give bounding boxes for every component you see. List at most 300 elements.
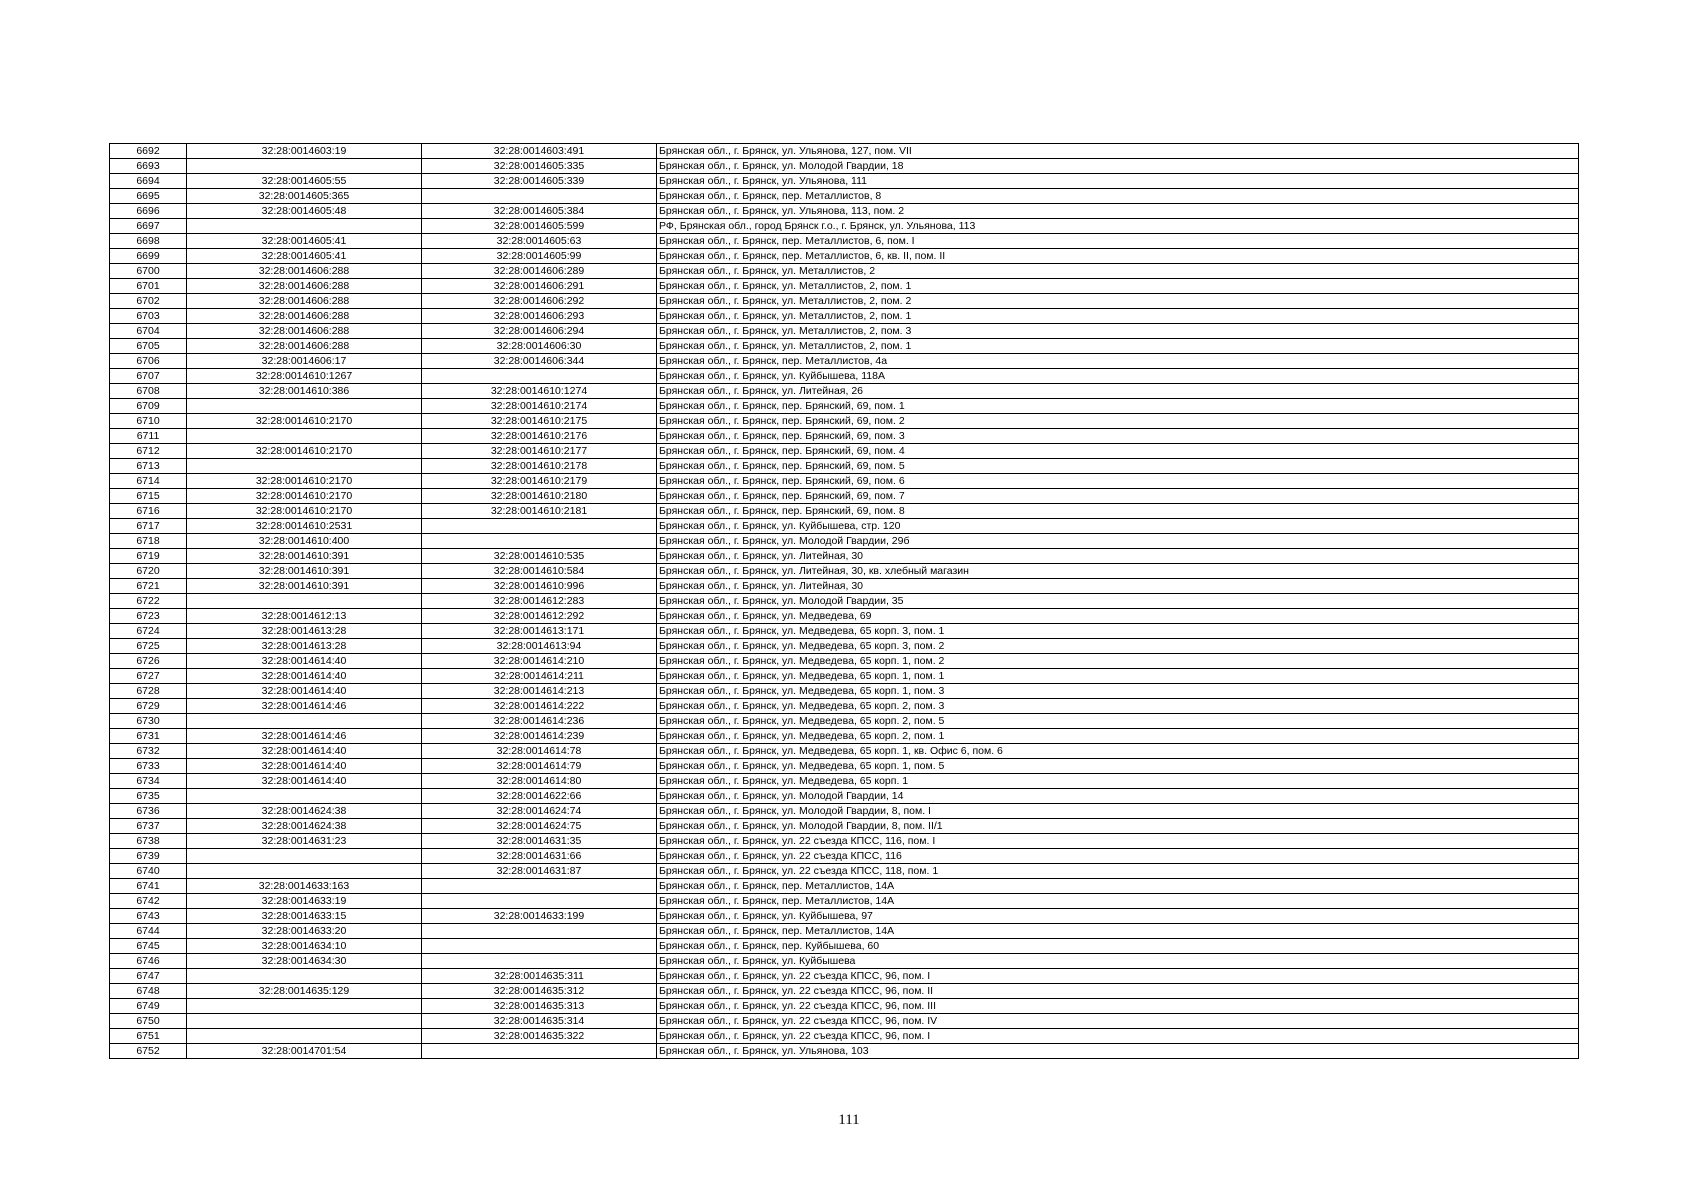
address-cell: Брянская обл., г. Брянск, ул. Литейная, 30, кв. хлебный магазин: [657, 564, 1579, 579]
table-row: [110, 969, 1579, 984]
address-cell: Брянская обл., г. Брянск, ул. Ульянова, 111: [657, 174, 1579, 189]
table-row: [110, 714, 1579, 729]
cadastral-number-cell: 32:28:0014633:20: [187, 924, 422, 939]
table-row: [110, 744, 1579, 759]
row-number-cell: 6728: [110, 684, 187, 699]
object-cadastral-number-cell: [422, 894, 657, 909]
object-cadastral-number-cell: 32:28:0014610:996: [422, 579, 657, 594]
row-number-cell: 6742: [110, 894, 187, 909]
table-row: [110, 624, 1579, 639]
address-cell: Брянская обл., г. Брянск, ул. Молодой Гвардии, 14: [657, 789, 1579, 804]
table-row: [110, 774, 1579, 789]
object-cadastral-number-cell: 32:28:0014631:87: [422, 864, 657, 879]
object-cadastral-number-cell: 32:28:0014610:2180: [422, 489, 657, 504]
address-cell: Брянская обл., г. Брянск, пер. Брянский, 69, пом. 2: [657, 414, 1579, 429]
object-cadastral-number-cell: 32:28:0014606:293: [422, 309, 657, 324]
address-cell: Брянская обл., г. Брянск, ул. Молодой Гвардии, 29б: [657, 534, 1579, 549]
object-cadastral-number-cell: [422, 879, 657, 894]
address-cell: Брянская обл., г. Брянск, ул. Медведева, 65 корп. 1: [657, 774, 1579, 789]
cadastral-number-cell: 32:28:0014605:55: [187, 174, 422, 189]
object-cadastral-number-cell: 32:28:0014610:584: [422, 564, 657, 579]
cadastral-number-cell: [187, 864, 422, 879]
row-number-cell: 6747: [110, 969, 187, 984]
row-number-cell: 6708: [110, 384, 187, 399]
address-cell: Брянская обл., г. Брянск, пер. Металлистов, 6, кв. II, пом. II: [657, 249, 1579, 264]
table-row: [110, 219, 1579, 234]
table-row: [110, 384, 1579, 399]
row-number-cell: 6732: [110, 744, 187, 759]
cadastral-number-cell: 32:28:0014610:2531: [187, 519, 422, 534]
row-number-cell: 6693: [110, 159, 187, 174]
address-cell: Брянская обл., г. Брянск, ул. 22 съезда КПСС, 96, пом. I: [657, 969, 1579, 984]
object-cadastral-number-cell: 32:28:0014614:236: [422, 714, 657, 729]
table-row: [110, 609, 1579, 624]
row-number-cell: 6752: [110, 1044, 187, 1059]
table-row: [110, 264, 1579, 279]
cadastral-number-cell: 32:28:0014614:46: [187, 699, 422, 714]
object-cadastral-number-cell: 32:28:0014610:2181: [422, 504, 657, 519]
object-cadastral-number-cell: 32:28:0014614:239: [422, 729, 657, 744]
cadastral-number-cell: 32:28:0014606:288: [187, 324, 422, 339]
address-cell: Брянская обл., г. Брянск, ул. Куйбышева: [657, 954, 1579, 969]
row-number-cell: 6731: [110, 729, 187, 744]
table-row: [110, 909, 1579, 924]
object-cadastral-number-cell: 32:28:0014614:213: [422, 684, 657, 699]
object-cadastral-number-cell: 32:28:0014605:599: [422, 219, 657, 234]
cadastral-number-cell: 32:28:0014610:2170: [187, 444, 422, 459]
row-number-cell: 6730: [110, 714, 187, 729]
object-cadastral-number-cell: 32:28:0014624:75: [422, 819, 657, 834]
object-cadastral-number-cell: 32:28:0014606:292: [422, 294, 657, 309]
address-cell: Брянская обл., г. Брянск, пер. Металлистов, 8: [657, 189, 1579, 204]
table-row: [110, 984, 1579, 999]
object-cadastral-number-cell: 32:28:0014633:199: [422, 909, 657, 924]
registry-table: [109, 143, 1579, 1059]
cadastral-number-cell: 32:28:0014610:1267: [187, 369, 422, 384]
row-number-cell: 6697: [110, 219, 187, 234]
object-cadastral-number-cell: [422, 939, 657, 954]
table-row: [110, 834, 1579, 849]
row-number-cell: 6715: [110, 489, 187, 504]
object-cadastral-number-cell: 32:28:0014606:30: [422, 339, 657, 354]
table-row: [110, 474, 1579, 489]
table-row: [110, 414, 1579, 429]
address-cell: Брянская обл., г. Брянск, ул. Ульянова, 113, пом. 2: [657, 204, 1579, 219]
table-row: [110, 579, 1579, 594]
address-cell: Брянская обл., г. Брянск, ул. Ульянова, 103: [657, 1044, 1579, 1059]
object-cadastral-number-cell: [422, 519, 657, 534]
cadastral-number-cell: [187, 714, 422, 729]
cadastral-number-cell: 32:28:0014605:41: [187, 234, 422, 249]
address-cell: Брянская обл., г. Брянск, пер. Брянский, 69, пом. 7: [657, 489, 1579, 504]
cadastral-number-cell: 32:28:0014624:38: [187, 804, 422, 819]
object-cadastral-number-cell: 32:28:0014612:292: [422, 609, 657, 624]
address-cell: Брянская обл., г. Брянск, ул. Ульянова, 127, пом. VII: [657, 144, 1579, 159]
object-cadastral-number-cell: [422, 1044, 657, 1059]
row-number-cell: 6751: [110, 1029, 187, 1044]
table-row: [110, 534, 1579, 549]
row-number-cell: 6718: [110, 534, 187, 549]
address-cell: Брянская обл., г. Брянск, пер. Брянский, 69, пом. 3: [657, 429, 1579, 444]
table-row: [110, 864, 1579, 879]
cadastral-number-cell: 32:28:0014610:2170: [187, 489, 422, 504]
address-cell: РФ, Брянская обл., город Брянск г.о., г. Брянск, ул. Ульянова, 113: [657, 219, 1579, 234]
table-row: [110, 369, 1579, 384]
address-cell: Брянская обл., г. Брянск, ул. 22 съезда КПСС, 118, пом. 1: [657, 864, 1579, 879]
address-cell: Брянская обл., г. Брянск, ул. 22 съезда КПСС, 96, пом. III: [657, 999, 1579, 1014]
row-number-cell: 6722: [110, 594, 187, 609]
object-cadastral-number-cell: 32:28:0014606:344: [422, 354, 657, 369]
cadastral-number-cell: [187, 594, 422, 609]
address-cell: Брянская обл., г. Брянск, ул. Медведева, 65 корп. 2, пом. 3: [657, 699, 1579, 714]
row-number-cell: 6720: [110, 564, 187, 579]
row-number-cell: 6750: [110, 1014, 187, 1029]
address-cell: Брянская обл., г. Брянск, ул. 22 съезда КПСС, 96, пом. IV: [657, 1014, 1579, 1029]
object-cadastral-number-cell: 32:28:0014610:2175: [422, 414, 657, 429]
object-cadastral-number-cell: 32:28:0014606:291: [422, 279, 657, 294]
address-cell: Брянская обл., г. Брянск, ул. Металлистов, 2, пом. 2: [657, 294, 1579, 309]
row-number-cell: 6706: [110, 354, 187, 369]
table-row: [110, 399, 1579, 414]
object-cadastral-number-cell: 32:28:0014631:66: [422, 849, 657, 864]
cadastral-number-cell: [187, 789, 422, 804]
object-cadastral-number-cell: 32:28:0014606:289: [422, 264, 657, 279]
address-cell: Брянская обл., г. Брянск, ул. Металлистов, 2, пом. 1: [657, 339, 1579, 354]
cadastral-number-cell: 32:28:0014606:288: [187, 279, 422, 294]
object-cadastral-number-cell: 32:28:0014610:2177: [422, 444, 657, 459]
address-cell: Брянская обл., г. Брянск, ул. Медведева, 65 корп. 2, пом. 1: [657, 729, 1579, 744]
object-cadastral-number-cell: 32:28:0014613:94: [422, 639, 657, 654]
row-number-cell: 6733: [110, 759, 187, 774]
object-cadastral-number-cell: 32:28:0014605:335: [422, 159, 657, 174]
table-row: [110, 594, 1579, 609]
table-row: [110, 819, 1579, 834]
cadastral-number-cell: 32:28:0014633:19: [187, 894, 422, 909]
address-cell: Брянская обл., г. Брянск, пер. Металлистов, 14А: [657, 879, 1579, 894]
address-cell: Брянская обл., г. Брянск, пер. Металлистов, 14А: [657, 924, 1579, 939]
row-number-cell: 6738: [110, 834, 187, 849]
table-row: [110, 759, 1579, 774]
address-cell: Брянская обл., г. Брянск, ул. Медведева, 65 корп. 1, пом. 5: [657, 759, 1579, 774]
table-row: [110, 189, 1579, 204]
address-cell: Брянская обл., г. Брянск, ул. Металлистов, 2, пом. 1: [657, 309, 1579, 324]
object-cadastral-number-cell: 32:28:0014635:313: [422, 999, 657, 1014]
cadastral-number-cell: [187, 1014, 422, 1029]
cadastral-number-cell: 32:28:0014610:2170: [187, 504, 422, 519]
object-cadastral-number-cell: 32:28:0014612:283: [422, 594, 657, 609]
cadastral-number-cell: [187, 999, 422, 1014]
address-cell: Брянская обл., г. Брянск, ул. Медведева, 65 корп. 1, пом. 1: [657, 669, 1579, 684]
row-number-cell: 6746: [110, 954, 187, 969]
row-number-cell: 6698: [110, 234, 187, 249]
table-row: [110, 729, 1579, 744]
object-cadastral-number-cell: 32:28:0014605:339: [422, 174, 657, 189]
address-cell: Брянская обл., г. Брянск, ул. Куйбышева, 118А: [657, 369, 1579, 384]
table-row: [110, 789, 1579, 804]
address-cell: Брянская обл., г. Брянск, ул. Литейная, 30: [657, 579, 1579, 594]
page-number: 111: [838, 1112, 860, 1128]
row-number-cell: 6700: [110, 264, 187, 279]
object-cadastral-number-cell: 32:28:0014635:314: [422, 1014, 657, 1029]
table-row: [110, 144, 1579, 159]
cadastral-number-cell: 32:28:0014606:288: [187, 309, 422, 324]
table-row: [110, 519, 1579, 534]
row-number-cell: 6707: [110, 369, 187, 384]
table-row: [110, 294, 1579, 309]
table-row: [110, 279, 1579, 294]
object-cadastral-number-cell: 32:28:0014605:99: [422, 249, 657, 264]
table-row: [110, 489, 1579, 504]
address-cell: Брянская обл., г. Брянск, ул. Литейная, 30: [657, 549, 1579, 564]
cadastral-number-cell: 32:28:0014614:40: [187, 654, 422, 669]
object-cadastral-number-cell: 32:28:0014624:74: [422, 804, 657, 819]
row-number-cell: 6741: [110, 879, 187, 894]
address-cell: Брянская обл., г. Брянск, ул. Молодой Гвардии, 8, пом. I: [657, 804, 1579, 819]
object-cadastral-number-cell: 32:28:0014631:35: [422, 834, 657, 849]
cadastral-number-cell: 32:28:0014606:288: [187, 294, 422, 309]
address-cell: Брянская обл., г. Брянск, ул. Медведева, 65 корп. 2, пом. 5: [657, 714, 1579, 729]
address-cell: Брянская обл., г. Брянск, ул. 22 съезда КПСС, 96, пом. I: [657, 1029, 1579, 1044]
table-row: [110, 804, 1579, 819]
cadastral-number-cell: 32:28:0014605:41: [187, 249, 422, 264]
cadastral-number-cell: 32:28:0014614:40: [187, 744, 422, 759]
table-row: [110, 204, 1579, 219]
cadastral-number-cell: 32:28:0014610:391: [187, 564, 422, 579]
row-number-cell: 6725: [110, 639, 187, 654]
address-cell: Брянская обл., г. Брянск, пер. Металлистов, 6, пом. I: [657, 234, 1579, 249]
cadastral-number-cell: [187, 1029, 422, 1044]
cadastral-number-cell: 32:28:0014606:17: [187, 354, 422, 369]
cadastral-number-cell: [187, 849, 422, 864]
object-cadastral-number-cell: 32:28:0014606:294: [422, 324, 657, 339]
object-cadastral-number-cell: 32:28:0014614:78: [422, 744, 657, 759]
table-row: [110, 354, 1579, 369]
table-row: [110, 324, 1579, 339]
row-number-cell: 6734: [110, 774, 187, 789]
row-number-cell: 6737: [110, 819, 187, 834]
table-row: [110, 429, 1579, 444]
cadastral-number-cell: [187, 459, 422, 474]
row-number-cell: 6699: [110, 249, 187, 264]
row-number-cell: 6739: [110, 849, 187, 864]
table-row: [110, 459, 1579, 474]
table-row: [110, 249, 1579, 264]
table-row: [110, 174, 1579, 189]
address-cell: Брянская обл., г. Брянск, ул. 22 съезда КПСС, 116, пом. I: [657, 834, 1579, 849]
object-cadastral-number-cell: 32:28:0014610:2176: [422, 429, 657, 444]
address-cell: Брянская обл., г. Брянск, ул. Медведева, 69: [657, 609, 1579, 624]
cadastral-number-cell: 32:28:0014610:391: [187, 549, 422, 564]
table-row: [110, 684, 1579, 699]
address-cell: Брянская обл., г. Брянск, ул. Медведева, 65 корп. 3, пом. 2: [657, 639, 1579, 654]
row-number-cell: 6712: [110, 444, 187, 459]
cadastral-number-cell: 32:28:0014612:13: [187, 609, 422, 624]
row-number-cell: 6726: [110, 654, 187, 669]
table-row: [110, 1014, 1579, 1029]
cadastral-number-cell: 32:28:0014605:48: [187, 204, 422, 219]
table-row: [110, 879, 1579, 894]
table-row: [110, 699, 1579, 714]
address-cell: Брянская обл., г. Брянск, ул. Металлистов, 2, пом. 3: [657, 324, 1579, 339]
address-cell: Брянская обл., г. Брянск, ул. Металлистов, 2, пом. 1: [657, 279, 1579, 294]
row-number-cell: 6724: [110, 624, 187, 639]
object-cadastral-number-cell: 32:28:0014610:1274: [422, 384, 657, 399]
row-number-cell: 6743: [110, 909, 187, 924]
address-cell: Брянская обл., г. Брянск, пер. Брянский, 69, пом. 5: [657, 459, 1579, 474]
table-row: [110, 654, 1579, 669]
table-row: [110, 444, 1579, 459]
address-cell: Брянская обл., г. Брянск, пер. Брянский, 69, пом. 4: [657, 444, 1579, 459]
cadastral-number-cell: 32:28:0014606:288: [187, 339, 422, 354]
row-number-cell: 6717: [110, 519, 187, 534]
cadastral-number-cell: 32:28:0014614:40: [187, 669, 422, 684]
table-row: [110, 954, 1579, 969]
row-number-cell: 6749: [110, 999, 187, 1014]
cadastral-number-cell: 32:28:0014701:54: [187, 1044, 422, 1059]
row-number-cell: 6748: [110, 984, 187, 999]
object-cadastral-number-cell: [422, 954, 657, 969]
row-number-cell: 6701: [110, 279, 187, 294]
row-number-cell: 6696: [110, 204, 187, 219]
cadastral-number-cell: [187, 399, 422, 414]
address-cell: Брянская обл., г. Брянск, пер. Брянский, 69, пом. 1: [657, 399, 1579, 414]
object-cadastral-number-cell: 32:28:0014610:2178: [422, 459, 657, 474]
table-row: [110, 549, 1579, 564]
cadastral-number-cell: 32:28:0014610:2170: [187, 414, 422, 429]
cadastral-number-cell: 32:28:0014610:386: [187, 384, 422, 399]
row-number-cell: 6711: [110, 429, 187, 444]
object-cadastral-number-cell: 32:28:0014613:171: [422, 624, 657, 639]
address-cell: Брянская обл., г. Брянск, ул. Медведева, 65 корп. 1, пом. 3: [657, 684, 1579, 699]
row-number-cell: 6695: [110, 189, 187, 204]
row-number-cell: 6703: [110, 309, 187, 324]
cadastral-number-cell: 32:28:0014613:28: [187, 624, 422, 639]
object-cadastral-number-cell: 32:28:0014605:63: [422, 234, 657, 249]
object-cadastral-number-cell: [422, 924, 657, 939]
address-cell: Брянская обл., г. Брянск, ул. Молодой Гвардии, 35: [657, 594, 1579, 609]
cadastral-number-cell: 32:28:0014610:391: [187, 579, 422, 594]
cadastral-number-cell: 32:28:0014614:40: [187, 759, 422, 774]
row-number-cell: 6716: [110, 504, 187, 519]
cadastral-number-cell: [187, 429, 422, 444]
address-cell: Брянская обл., г. Брянск, пер. Брянский, 69, пом. 6: [657, 474, 1579, 489]
address-cell: Брянская обл., г. Брянск, ул. Медведева, 65 корп. 3, пом. 1: [657, 624, 1579, 639]
address-cell: Брянская обл., г. Брянск, пер. Металлистов, 14А: [657, 894, 1579, 909]
cadastral-number-cell: 32:28:0014635:129: [187, 984, 422, 999]
object-cadastral-number-cell: [422, 189, 657, 204]
address-cell: Брянская обл., г. Брянск, ул. Литейная, 26: [657, 384, 1579, 399]
table-row: [110, 669, 1579, 684]
row-number-cell: 6721: [110, 579, 187, 594]
table-row: [110, 309, 1579, 324]
cadastral-number-cell: 32:28:0014634:10: [187, 939, 422, 954]
address-cell: Брянская обл., г. Брянск, ул. Медведева, 65 корп. 1, пом. 2: [657, 654, 1579, 669]
table-row: [110, 639, 1579, 654]
cadastral-number-cell: 32:28:0014613:28: [187, 639, 422, 654]
address-cell: Брянская обл., г. Брянск, ул. Молодой Гвардии, 8, пом. II/1: [657, 819, 1579, 834]
row-number-cell: 6713: [110, 459, 187, 474]
table-row: [110, 159, 1579, 174]
address-cell: Брянская обл., г. Брянск, ул. Куйбышева, 97: [657, 909, 1579, 924]
cadastral-number-cell: 32:28:0014610:2170: [187, 474, 422, 489]
address-cell: Брянская обл., г. Брянск, пер. Металлистов, 4а: [657, 354, 1579, 369]
row-number-cell: 6694: [110, 174, 187, 189]
row-number-cell: 6729: [110, 699, 187, 714]
address-cell: Брянская обл., г. Брянск, ул. Куйбышева, стр. 120: [657, 519, 1579, 534]
table-row: [110, 564, 1579, 579]
table-row: [110, 999, 1579, 1014]
row-number-cell: 6740: [110, 864, 187, 879]
object-cadastral-number-cell: 32:28:0014635:312: [422, 984, 657, 999]
registry-table-body: [110, 144, 1579, 1059]
cadastral-number-cell: [187, 969, 422, 984]
cadastral-number-cell: 32:28:0014610:400: [187, 534, 422, 549]
cadastral-number-cell: 32:28:0014633:163: [187, 879, 422, 894]
row-number-cell: 6705: [110, 339, 187, 354]
cadastral-number-cell: 32:28:0014614:40: [187, 774, 422, 789]
row-number-cell: 6692: [110, 144, 187, 159]
row-number-cell: 6704: [110, 324, 187, 339]
address-cell: Брянская обл., г. Брянск, ул. Металлистов, 2: [657, 264, 1579, 279]
table-row: [110, 1029, 1579, 1044]
cadastral-number-cell: 32:28:0014603:19: [187, 144, 422, 159]
row-number-cell: 6736: [110, 804, 187, 819]
cadastral-number-cell: 32:28:0014605:365: [187, 189, 422, 204]
cadastral-number-cell: [187, 159, 422, 174]
object-cadastral-number-cell: [422, 534, 657, 549]
object-cadastral-number-cell: 32:28:0014610:2174: [422, 399, 657, 414]
table-row: [110, 939, 1579, 954]
object-cadastral-number-cell: 32:28:0014614:222: [422, 699, 657, 714]
object-cadastral-number-cell: [422, 369, 657, 384]
object-cadastral-number-cell: 32:28:0014614:211: [422, 669, 657, 684]
object-cadastral-number-cell: 32:28:0014603:491: [422, 144, 657, 159]
row-number-cell: 6723: [110, 609, 187, 624]
object-cadastral-number-cell: 32:28:0014622:66: [422, 789, 657, 804]
cadastral-number-cell: [187, 219, 422, 234]
address-cell: Брянская обл., г. Брянск, ул. 22 съезда КПСС, 116: [657, 849, 1579, 864]
cadastral-number-cell: 32:28:0014624:38: [187, 819, 422, 834]
table-row: [110, 504, 1579, 519]
address-cell: Брянская обл., г. Брянск, пер. Брянский, 69, пом. 8: [657, 504, 1579, 519]
object-cadastral-number-cell: 32:28:0014605:384: [422, 204, 657, 219]
cadastral-number-cell: 32:28:0014614:40: [187, 684, 422, 699]
table-row: [110, 924, 1579, 939]
object-cadastral-number-cell: 32:28:0014635:311: [422, 969, 657, 984]
row-number-cell: 6702: [110, 294, 187, 309]
table-row: [110, 894, 1579, 909]
row-number-cell: 6709: [110, 399, 187, 414]
row-number-cell: 6735: [110, 789, 187, 804]
address-cell: Брянская обл., г. Брянск, ул. 22 съезда КПСС, 96, пом. II: [657, 984, 1579, 999]
object-cadastral-number-cell: 32:28:0014614:210: [422, 654, 657, 669]
cadastral-number-cell: 32:28:0014631:23: [187, 834, 422, 849]
table-row: [110, 1044, 1579, 1059]
row-number-cell: 6710: [110, 414, 187, 429]
row-number-cell: 6719: [110, 549, 187, 564]
table-row: [110, 849, 1579, 864]
cadastral-number-cell: 32:28:0014614:46: [187, 729, 422, 744]
object-cadastral-number-cell: 32:28:0014610:535: [422, 549, 657, 564]
cadastral-number-cell: 32:28:0014634:30: [187, 954, 422, 969]
row-number-cell: 6745: [110, 939, 187, 954]
object-cadastral-number-cell: 32:28:0014635:322: [422, 1029, 657, 1044]
row-number-cell: 6727: [110, 669, 187, 684]
table-row: [110, 234, 1579, 249]
object-cadastral-number-cell: 32:28:0014614:79: [422, 759, 657, 774]
cadastral-number-cell: 32:28:0014606:288: [187, 264, 422, 279]
address-cell: Брянская обл., г. Брянск, ул. Медведева, 65 корп. 1, кв. Офис 6, пом. 6: [657, 744, 1579, 759]
